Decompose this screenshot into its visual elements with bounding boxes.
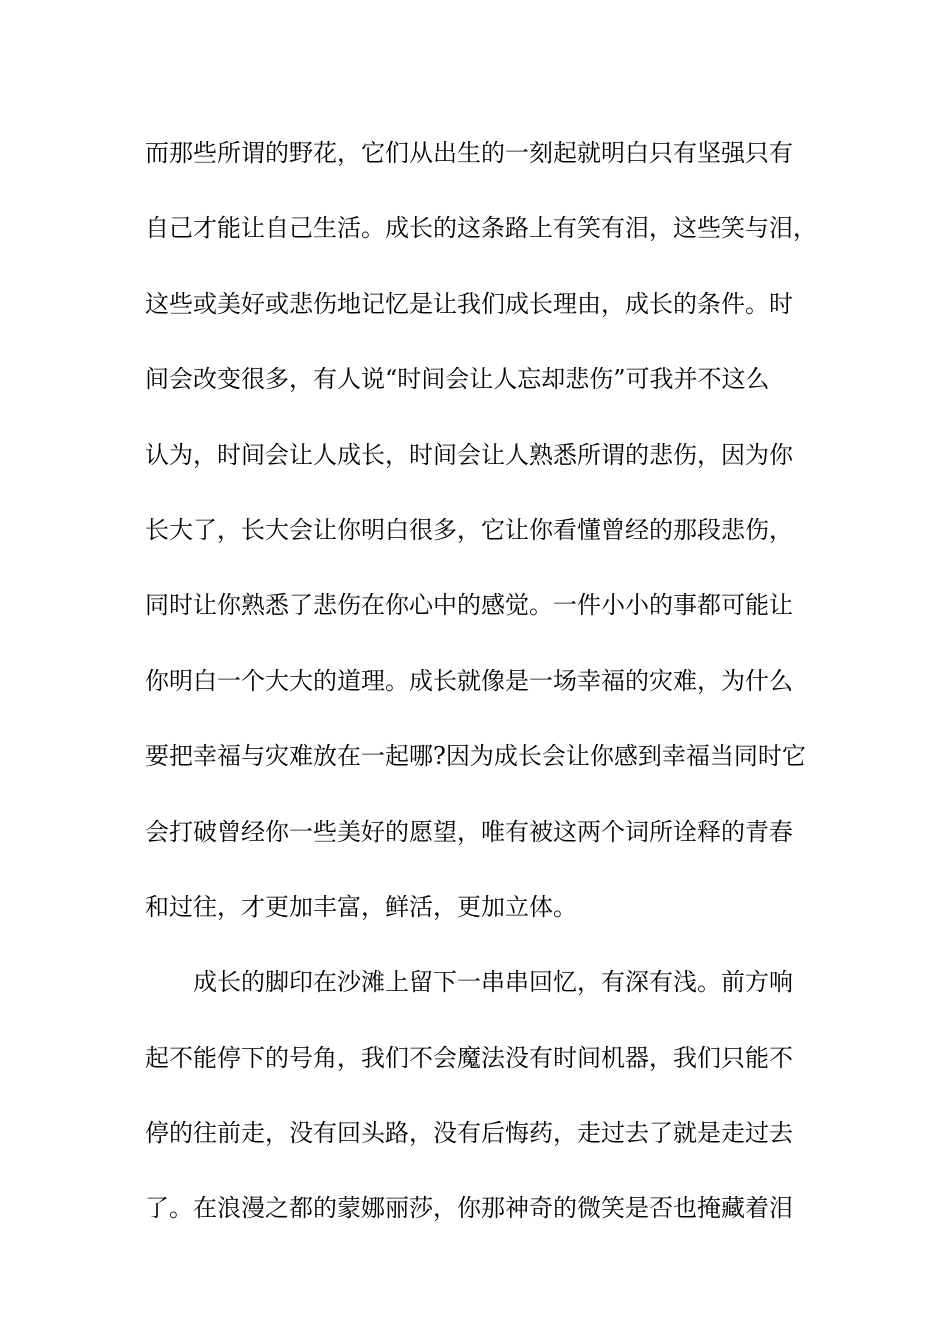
- text-line-4: 间会改变很多，有人说“时间会让人忘却悲伤”可我并不这么: [145, 365, 770, 394]
- text-line-10: 会打破曾经你一些美好的愿望，唯有被这两个词所诠释的青春: [145, 817, 793, 846]
- text-line-14: 停的往前走，没有回头路，没有后悔药，走过去了就是走过去: [145, 1119, 793, 1148]
- text-line-8: 你明白一个大大的道理。成长就像是一场幸福的灾难，为什么: [145, 666, 793, 695]
- text-line-13: 起不能停下的号角，我们不会魔法没有时间机器，我们只能不: [145, 1043, 793, 1072]
- body-text: [145, 133, 825, 1264]
- text-line-5: 认为，时间会让人成长，时间会让人熟悉所谓的悲伤，因为你: [145, 440, 793, 469]
- text-line-11: 和过往，才更加丰富，鲜活，更加立体。: [145, 892, 577, 921]
- text-line-1: 而那些所谓的野花，它们从出生的一刻起就明白只有坚强只有: [145, 139, 793, 167]
- paragraph-start-line: 成长的脚印在沙滩上留下一串串回忆，有深有浅。前方响: [193, 968, 793, 997]
- text-line-15: 了。在浪漫之都的蒙娜丽莎，你那神奇的微笑是否也掩藏着泪: [145, 1194, 793, 1223]
- text-line-6: 长大了，长大会让你明白很多，它让你看懂曾经的那段悲伤，: [145, 515, 793, 544]
- text-line-9: 要把幸福与灾难放在一起哪?因为成长会让你感到幸福当同时它: [145, 742, 806, 771]
- text-line-7: 同时让你熟悉了悲伤在你心中的感觉。一件小小的事都可能让: [145, 591, 793, 620]
- text-line-2: 自己才能让自己生活。成长的这条路上有笑有泪，这些笑与泪，: [145, 214, 817, 243]
- text-line-3: 这些或美好或悲伤地记忆是让我们成长理由，成长的条件。时: [145, 289, 793, 318]
